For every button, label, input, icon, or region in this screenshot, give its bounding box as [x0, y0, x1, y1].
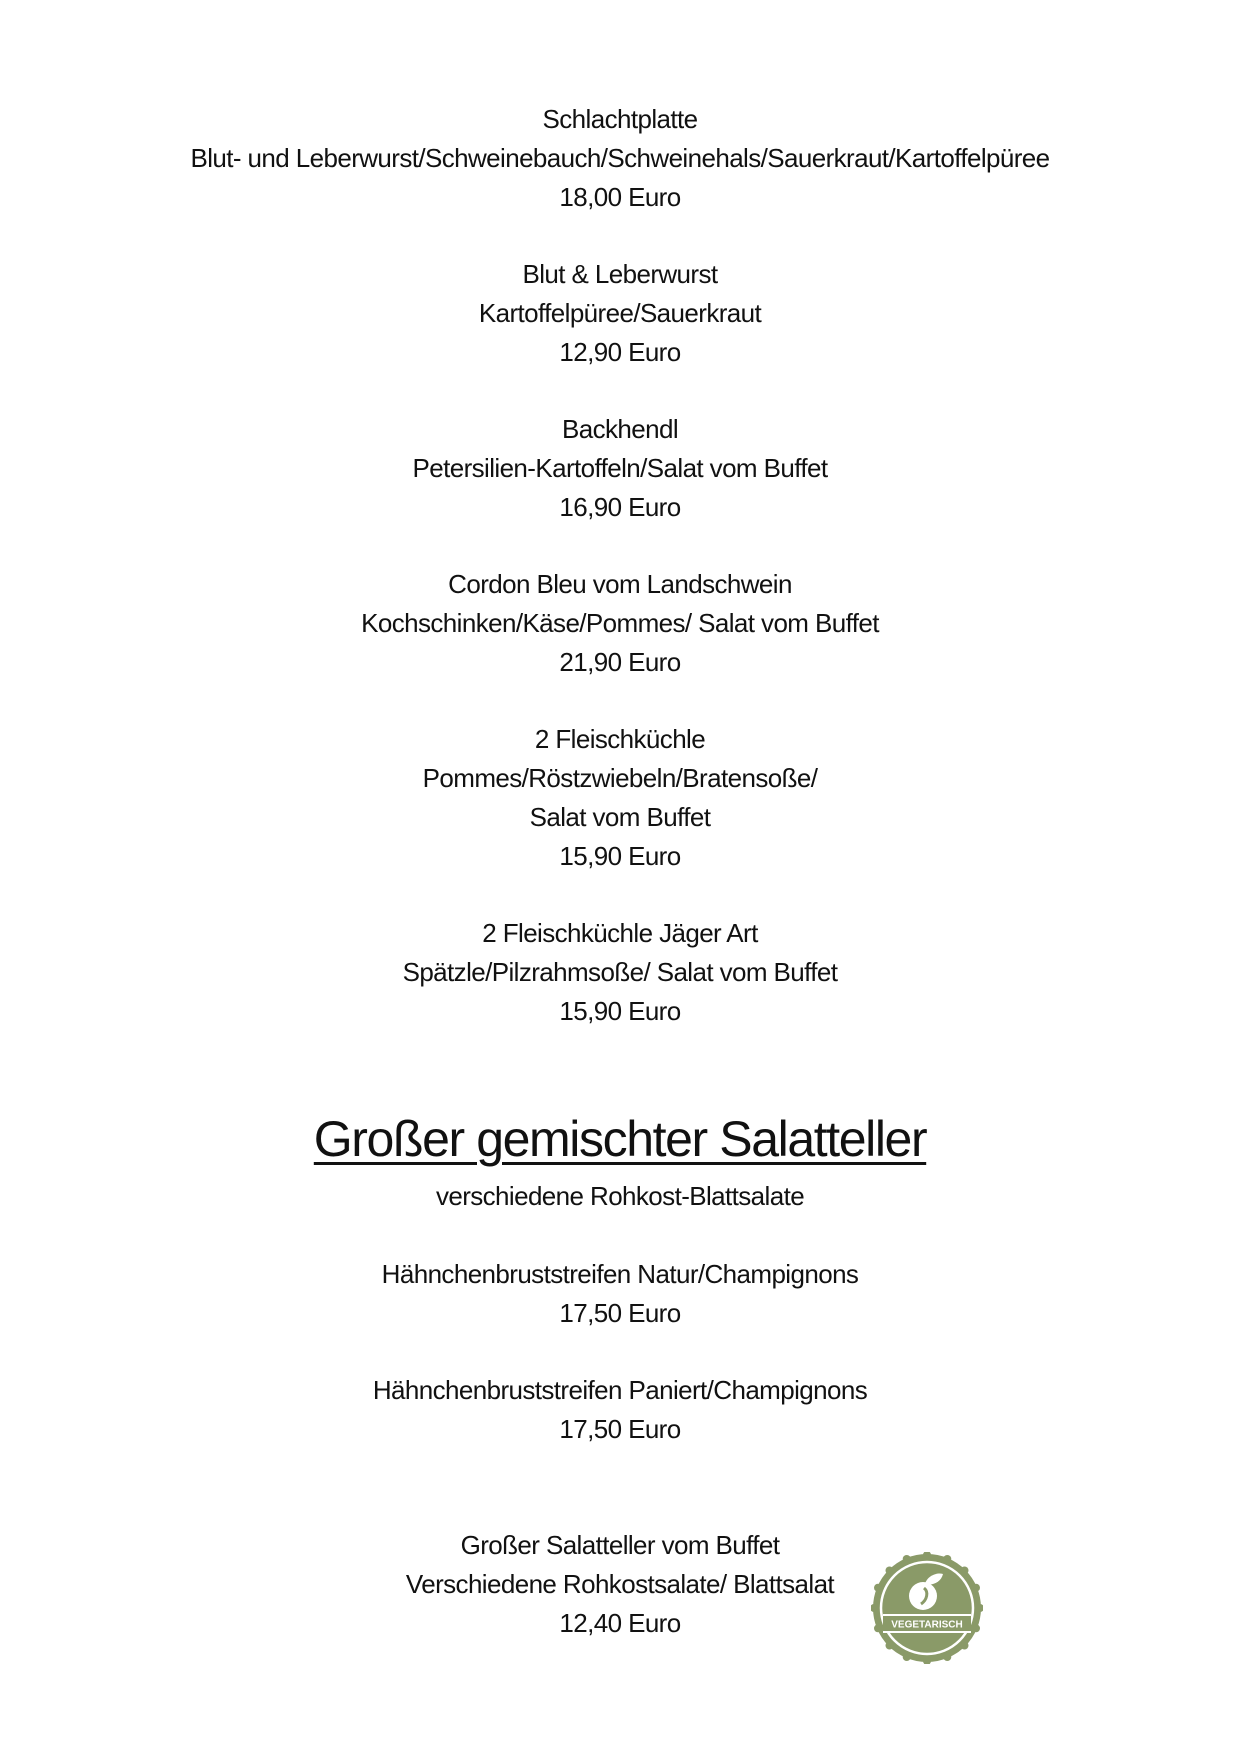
dish-price-blut-leberwurst: 12,90 Euro — [559, 337, 681, 367]
dish-name-cordon-bleu: Cordon Bleu vom Landschwein — [448, 569, 792, 599]
salad-price-natur: 17,50 Euro — [559, 1298, 681, 1328]
dish-price-schlachtplatte: 18,00 Euro — [559, 182, 681, 212]
salad-name-paniert: Hähnchenbruststreifen Paniert/Champignons — [372, 1375, 868, 1405]
vegetarian-leaf-icon — [871, 1552, 983, 1664]
dish-description-fleischkuechle: Pommes/Röstzwiebeln/Bratensoße/ — [422, 763, 818, 793]
dish-price-cordon-bleu: 21,90 Euro — [559, 647, 681, 677]
salad-description-buffet: Verschiedene Rohkostsalate/ Blattsalat — [405, 1569, 835, 1599]
dish-description-backhendl: Petersilien-Kartoffeln/Salat vom Buffet — [412, 453, 828, 483]
salad-section-subtitle: verschiedene Rohkost-Blattsalate — [435, 1181, 805, 1211]
dish-name-fleischkuechle-jaeger: 2 Fleischküchle Jäger Art — [482, 918, 758, 948]
vegetarian-badge-label: VEGETARISCH — [891, 1619, 963, 1631]
dish-price-fleischkuechle-jaeger: 15,90 Euro — [559, 996, 681, 1026]
vegetarian-badge — [871, 1552, 983, 1664]
salad-name-buffet: Großer Salatteller vom Buffet — [460, 1530, 780, 1560]
salad-name-natur: Hähnchenbruststreifen Natur/Champignons — [381, 1259, 859, 1289]
dish-name-schlachtplatte: Schlachtplatte — [542, 104, 698, 134]
dish-description-fleischkuechle-2: Salat vom Buffet — [529, 802, 711, 832]
dish-name-fleischkuechle: 2 Fleischküchle — [534, 724, 706, 754]
dish-price-fleischkuechle: 15,90 Euro — [559, 841, 681, 871]
dish-name-blut-leberwurst: Blut & Leberwurst — [522, 259, 718, 289]
salad-section-title: Großer gemischter Salatteller — [313, 1111, 927, 1167]
dish-description-cordon-bleu: Kochschinken/Käse/Pommes/ Salat vom Buffet — [361, 608, 879, 638]
dish-name-backhendl: Backhendl — [561, 414, 679, 444]
dish-price-backhendl: 16,90 Euro — [559, 492, 681, 522]
salad-price-buffet: 12,40 Euro — [559, 1608, 681, 1638]
dish-description-fleischkuechle-jaeger: Spätzle/Pilzrahmsoße/ Salat vom Buffet — [402, 957, 838, 987]
salad-price-paniert: 17,50 Euro — [559, 1414, 681, 1444]
dish-description-blut-leberwurst: Kartoffelpüree/Sauerkraut — [478, 298, 762, 328]
dish-description-schlachtplatte: Blut- und Leberwurst/Schweinebauch/Schweinehals/Sauerkraut/Kartoffelpüree — [190, 143, 1050, 173]
